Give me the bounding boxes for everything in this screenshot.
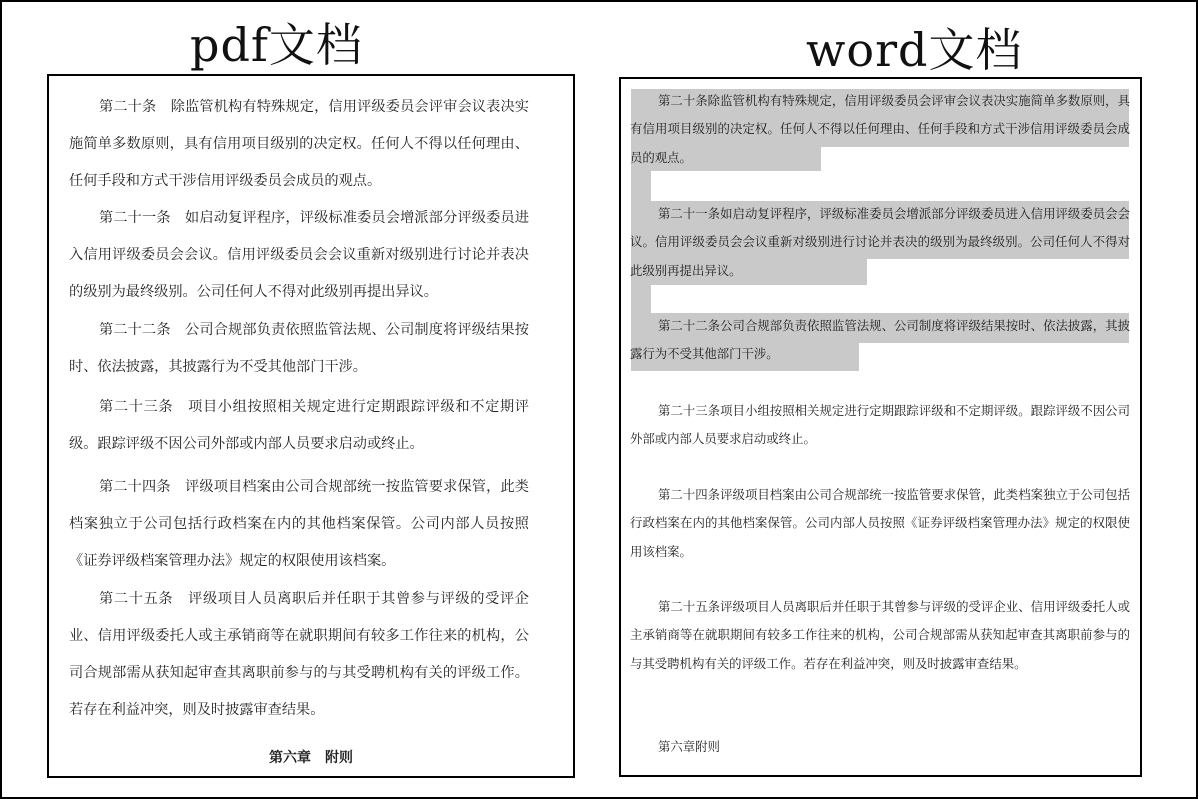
pdf-document-page [47,74,575,778]
pdf-article-22: 第二十二条 公司合规部负责依照监管法规、公司制度将评级结果按时、依法披露，其披露行为不受其他部门干涉。 [69,322,529,375]
word-article-24[interactable]: 第二十四条评级项目档案由公司合规部统一按监管要求保管，此类档案独立于公司包括行政档案在内的其他档案保管。公司内部人员按照《证券评级档案管理办法》规定的权限使用该档案。 [630,487,1130,559]
pdf-heading: pdf文档 [190,18,363,72]
pdf-article-23: 第二十三条 项目小组按照相关规定进行定期跟踪评级和不定期评级。跟踪评级不因公司外部或内部人员要求启动或终止。 [69,399,529,452]
word-article-23[interactable]: 第二十三条项目小组按照相关规定进行定期跟踪评级和不定期评级。跟踪评级不因公司外部或内部人员要求启动或终止。 [630,403,1130,447]
word-article-20[interactable]: 第二十条除监管机构有特殊规定，信用评级委员会评审会议表决实施简单多数原则，具有信用项目级别的决定权。任何人不得以任何理由、任何手段和方式干涉信用评级委员会成员的观点。 [630,93,1130,165]
selection-highlight [631,285,651,313]
word-heading: word文档 [806,23,1023,77]
selection-highlight [631,171,651,201]
word-article-25[interactable]: 第二十五条评级项目人员离职后并任职于其曾参与评级的受评企业、信用评级委托人或主承销商等在就职期间有较多工作往来的机构，公司合规部需从获知起审查其离职前参与的与其受聘机构有关的评级工作。若存在利益冲突，则及时披露审查结果。 [630,599,1130,671]
word-article-21[interactable]: 第二十一条如启动复评程序，评级标准委员会增派部分评级委员进入信用评级委员会会议。信用评级委员会会议重新对级别进行讨论并表决的级别为最终级别。公司任何人不得对此级别再提出异议。 [630,206,1130,278]
word-document-page [619,77,1142,777]
pdf-article-20: 第二十条 除监管机构有特殊规定，信用评级委员会评审会议表决实施简单多数原则，具有信用项目级别的决定权。任何人不得以任何理由、任何手段和方式干涉信用评级委员会成员的观点。 [69,99,529,189]
pdf-article-24: 第二十四条 评级项目档案由公司合规部统一按监管要求保管，此类档案独立于公司包括行政档案在内的其他档案保管。公司内部人员按照《证券评级档案管理办法》规定的权限使用该档案。 [69,479,529,569]
pdf-article-21: 第二十一条 如启动复评程序，评级标准委员会增派部分评级委员进入信用评级委员会会议。信用评级委员会会议重新对级别进行讨论并表决的级别为最终级别。公司任何人不得对此级别再提出异议。 [69,210,529,300]
word-chapter-heading[interactable]: 第六章附则 [658,739,720,754]
pdf-chapter-heading: 第六章 附则 [269,750,353,766]
word-article-22[interactable]: 第二十二条公司合规部负责依照监管法规、公司制度将评级结果按时、依法披露，其披露行为不受其他部门干涉。 [630,318,1130,362]
pdf-article-25: 第二十五条 评级项目人员离职后并任职于其曾参与评级的受评企业、信用评级委托人或主承销商等在就职期间有较多工作往来的机构，公司合规部需从获知起审查其离职前参与的与其受聘机构有关的评级工作。若存在利益冲突，则及时披露审查结果。 [69,591,529,718]
